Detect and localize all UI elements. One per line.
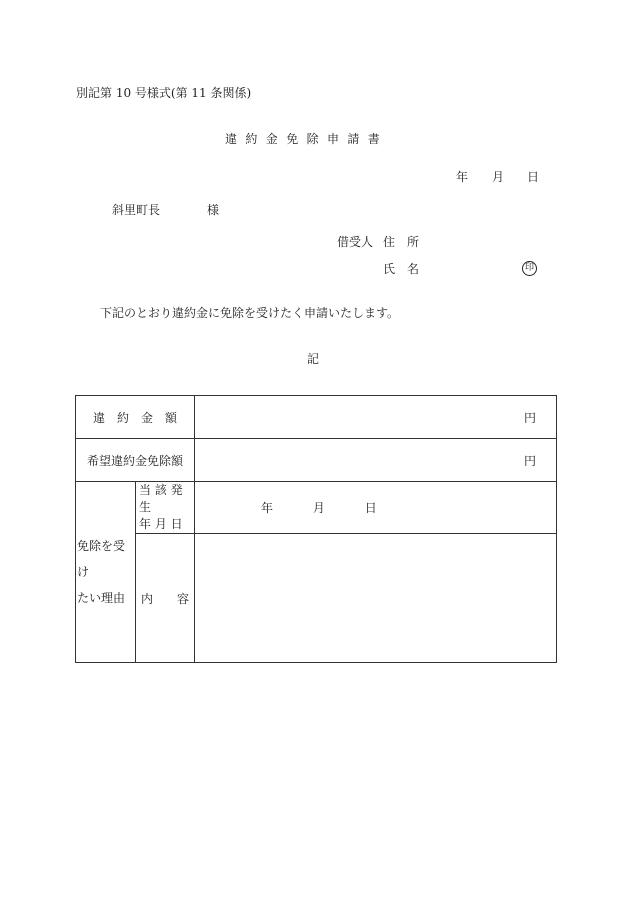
reason-label-line1: 免除を受け	[77, 539, 126, 579]
occurrence-date-label	[136, 482, 195, 534]
ki-heading: 記	[307, 352, 320, 366]
occurrence-label-line1: 当 該 発 生	[139, 483, 183, 514]
addressee-honorific: 様	[207, 203, 220, 217]
table-row	[76, 439, 557, 482]
occurrence-day-label: 日	[364, 501, 377, 515]
addressee-name: 斜里町長	[112, 203, 161, 217]
content-field[interactable]	[195, 534, 557, 663]
requested-exemption-field[interactable]	[195, 439, 557, 482]
form-reference: 別記第 10 号様式(第 11 条関係)	[76, 86, 252, 100]
occurrence-year-label: 年	[261, 501, 274, 515]
applicant-address-label: 住 所	[383, 235, 420, 249]
table-row	[76, 396, 557, 439]
applicant-role-label: 借受人	[337, 235, 374, 249]
document-title: 違約金免除申請書	[225, 132, 389, 146]
applicant-name-label: 氏 名	[383, 262, 420, 276]
date-month-label: 月	[492, 170, 505, 184]
exemption-reason-label	[76, 482, 136, 663]
occurrence-month-label: 月	[312, 501, 325, 515]
yen-unit: 円	[523, 453, 536, 468]
table-row	[76, 482, 557, 534]
application-table	[75, 395, 557, 663]
date-year-label: 年	[456, 170, 469, 184]
penalty-amount-label: 違 約 金 額	[76, 396, 195, 439]
penalty-amount-field[interactable]	[195, 396, 557, 439]
occurrence-date-field[interactable]	[195, 482, 557, 534]
yen-unit: 円	[523, 410, 536, 425]
seal-mark-icon: 印	[522, 261, 537, 276]
requested-exemption-label: 希望違約金免除額	[76, 439, 195, 482]
table-row	[76, 534, 557, 663]
content-label: 内 容	[136, 534, 195, 663]
date-day-label: 日	[527, 170, 540, 184]
reason-label-line2: たい理由	[77, 591, 126, 605]
occurrence-label-line2: 年 月 日	[139, 517, 183, 531]
body-text: 下記のとおり違約金に免除を受けたく申請いたします。	[100, 306, 400, 320]
